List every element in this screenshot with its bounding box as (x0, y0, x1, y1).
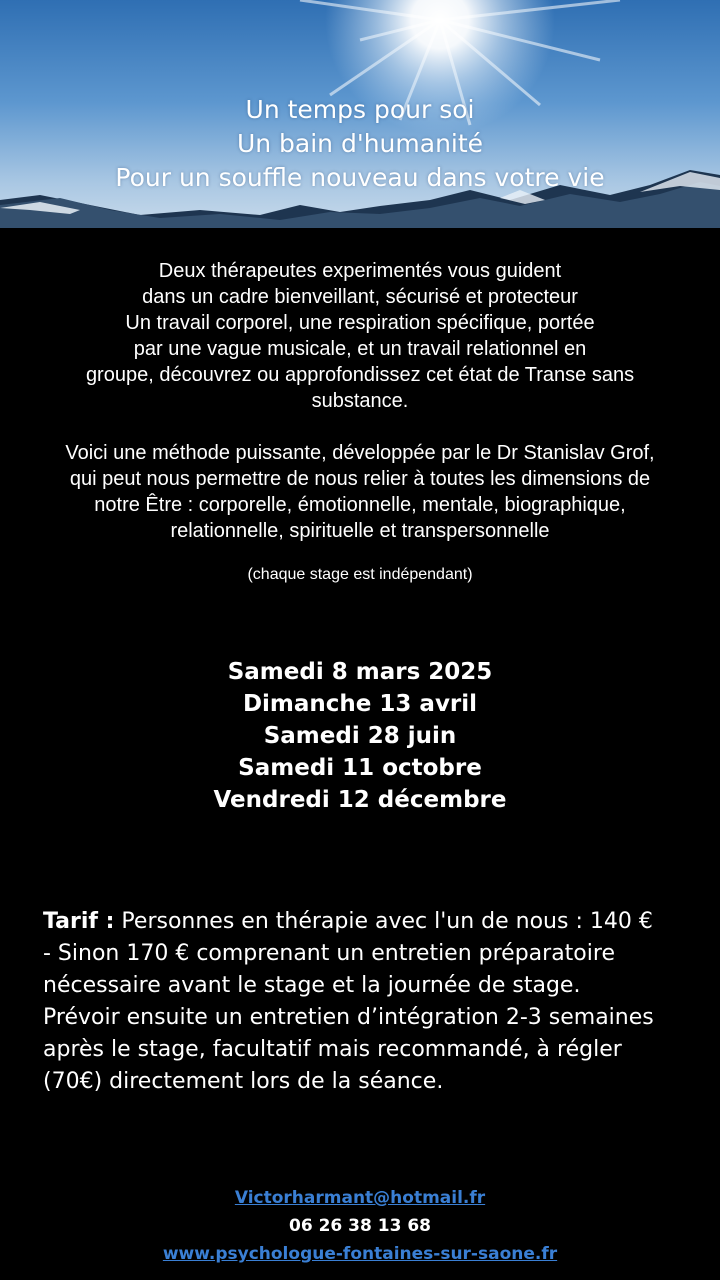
date-item: Samedi 11 octobre (238, 755, 482, 781)
hero-banner (0, 0, 720, 228)
date-item: Samedi 28 juin (263, 723, 457, 749)
intro-line: substance. (311, 390, 409, 412)
method-line: Voici une méthode puissante, développée par le Dr Stanislav Grof, (65, 442, 655, 464)
independence-note: (chaque stage est indépendant) (247, 566, 473, 583)
pricing-line: Personnes en thérapie avec l'un de nous : 140 € (114, 909, 653, 934)
date-item: Samedi 8 mars 2025 (227, 659, 493, 685)
hero-line: Un temps pour soi (245, 95, 475, 124)
intro-line: Un travail corporel, une respiration spécifique, portée (125, 312, 595, 334)
contact-block (0, 1184, 720, 1268)
pricing-line: - Sinon 170 € comprenant un entretien préparatoire nécessaire avant le stage et la journée de stage. (43, 941, 615, 998)
pricing-line: Prévoir ensuite un entretien d’intégration 2-3 semaines après le stage, facultatif mais recommandé, à régler (70€) directement lors de la séance. (43, 1005, 654, 1094)
hero-tagline (0, 93, 720, 195)
email-link[interactable]: Victorharmant@hotmail.fr (234, 1188, 486, 1208)
intro-line: par une vague musicale, et un travail relationnel en (133, 338, 587, 360)
intro-line: groupe, découvrez ou approfondissez cet état de Transe sans (85, 364, 635, 386)
intro-line: Deux thérapeutes experimentés vous guident (158, 260, 562, 282)
date-item: Dimanche 13 avril (242, 691, 478, 717)
phone-number: 06 26 38 13 68 (289, 1216, 431, 1236)
website-link[interactable]: www.psychologue-fontaines-sur-saone.fr (162, 1244, 558, 1264)
session-dates (0, 656, 720, 816)
pricing-label: Tarif : (43, 909, 115, 934)
intro-line: dans un cadre bienveillant, sécurisé et protecteur (142, 286, 578, 308)
method-line: qui peut nous permettre de nous relier à toutes les dimensions de (69, 468, 651, 490)
method-line: notre Être : corporelle, émotionnelle, mentale, biographique, (94, 494, 626, 516)
method-line: relationnelle, spirituelle et transpersonnelle (170, 520, 550, 542)
intro-text (10, 258, 710, 544)
pricing-section (43, 906, 683, 1098)
hero-line: Pour un souffle nouveau dans votre vie (115, 163, 605, 192)
date-item: Vendredi 12 décembre (213, 787, 507, 813)
hero-line: Un bain d'humanité (236, 129, 484, 158)
